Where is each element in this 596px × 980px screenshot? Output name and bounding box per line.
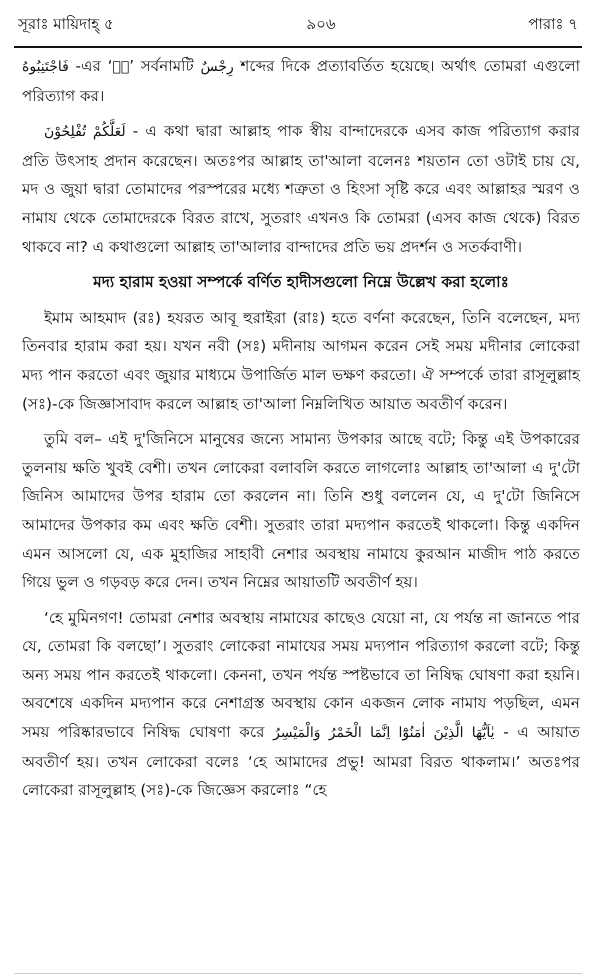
- page-header: [18, 10, 578, 40]
- paragraph-4: তুমি বল– এই দু'জিনিসে মানুষের জন্যে সামান্য উপকার আছে বটে; কিন্তু এই উপকারের তুলনায় ক্ষতি খুবই বেশী। তখন লোকেরা বলাবলি করতে লাগলোঃ আল্লাহ তা'আলা এ দু'টো জিনিস আমাদের উপর হারাম তো করলেন না। তিনি শুধু বললেন যে, এ দু'টো জিনিসে আমাদের উপকার কম এবং ক্ষতি বেশী। সুতরাং তারা মদ্যপান করতেই থাকলো। কিন্তু একদিন এমন আসলো যে, এক মুহাজির সাহাবী নেশার অবস্থায় নামাযে কুরআন মাজীদ পাঠ করতে গিয়ে ভুল ও গড়বড় করে দেন। তখন নিম্নের আয়াতটি অবতীর্ণ হয়।: [22, 430, 580, 592]
- p1-text-b: ’ সর্বনামটি: [129, 57, 194, 75]
- p5-text-b: - এ আয়াত অবতীর্ণ হয়। তখন লোকেরা বলেঃ ‘হে আমাদের প্রভু! আমরা বিরত থাকলাম।’ অতঃপর লোকেরা রাসূলুল্লাহ (সঃ)-কে জিজ্ঞেস করলোঃ “হে: [22, 723, 580, 800]
- p1-text-c: শব্দের দিকে প্রত্যাবর্তিত হয়েছে। অর্থাৎ তোমরা এগুলো পরিত্যাগ কর।: [22, 57, 581, 105]
- p2-text: - এ কথা দ্বারা আল্লাহ পাক স্বীয় বান্দাদেরকে এসব কাজ পরিত্যাগ করার প্রতি উৎসাহ প্রদান করেছেন। অতঃপর আল্লাহ তা'আলা বলেনঃ শয়তান তো ওটাই চায় যে, মদ ও জুয়া দ্বারা তোমাদের পরস্পরের মধ্যে শত্রুতা ও হিংসা সৃষ্টি করে এবং আল্লাহর স্মরণ ও নামায থেকে তোমাদেরকে বিরত রাখে, সুতরাং এখনও কি তোমরা (এসব কাজ থেকে) বিরত থাকবে না? এ কথাগুলো আল্লাহ তা'আলার বান্দাদের প্রতি ভয় প্রদর্শন ও সতর্কবাণী।: [22, 122, 581, 256]
- paragraph-1: [22, 52, 580, 110]
- bottom-rule: [14, 973, 582, 974]
- paragraph-2: [22, 117, 580, 261]
- page-body: [22, 52, 580, 812]
- p5-text-a: ‘হে মুমিনগণ! তোমরা নেশার অবস্থায় নামাযের কাছেও যেয়ো না, যে পর্যন্ত না জানতে পার যে, তোমরা কি বলছো’। সুতরাং লোকেরা নামাযের সময় মদ্যপান পরিত্যাগ করলো বটে; কিন্তু অন্য সময় পান করতেই থাকলো। কেননা, তখন পর্যন্ত স্পষ্টভাবে তা নিষিদ্ধ ঘোষণা করা হয়নি। অবশেষে একদিন মদ্যপান করে নেশাগ্রস্ত অবস্থায় কোন একজন লোক নামায পড়ছিল, এমন সময় পরিষ্কারভাবে নিষিদ্ধ ঘোষণা করে: [22, 608, 580, 742]
- arabic-laallakum: لَعَلَّكُمْ تُفْلِحُوْنَ: [44, 124, 126, 141]
- para-label: পারাঃ ৭: [528, 14, 578, 33]
- arabic-fajtanibuhu: فَاجْتَنِبُوهُ: [22, 59, 69, 75]
- surah-label: সূরাঃ মায়িদাহ্ ৫: [18, 14, 114, 33]
- paragraph-3: ইমাম আহমাদ (রঃ) হযরত আবূ হুরাইরা (রাঃ) হতে বর্ণনা করেছেন, তিনি বলেছেন, মদ্য তিনবার হারাম করা হয়। যখন নবী (সঃ) মদীনায় আগমন করেন সেই সময় মদীনার লোকেরা মদ্য পান করতো এবং জুয়ার মাধ্যমে উপার্জিত মাল ভক্ষণ করতো। ঐ সম্পর্কে তারা রাসূলুল্লাহ (সঃ)-কে জিজ্ঞাসাবাদ করলে আল্লাহ তা'আলা নিম্নলিখিত আয়াত অবতীর্ণ করেন।: [22, 308, 580, 413]
- arabic-ya-ayyuha: يٰاَيُّهَا الَّذِيْنَ اٰمَنُوْٓا اِنَّمَا الْخَمْرُ وَالْمَيْسِرُ: [273, 725, 495, 742]
- section-heading: মদ্য হারাম হওয়া সম্পর্কে বর্ণিত হাদীসগুলো নিম্নে উল্লেখ করা হলোঃ: [93, 273, 509, 292]
- arabic-ha: ہٗ: [112, 59, 130, 75]
- paragraph-5: [22, 604, 580, 805]
- header-rule: [14, 46, 582, 48]
- arabic-rijs: رِجْسٌ: [200, 59, 234, 75]
- p1-text-a: -এর ‘: [75, 57, 113, 75]
- page-number: ৯০৬: [306, 14, 336, 33]
